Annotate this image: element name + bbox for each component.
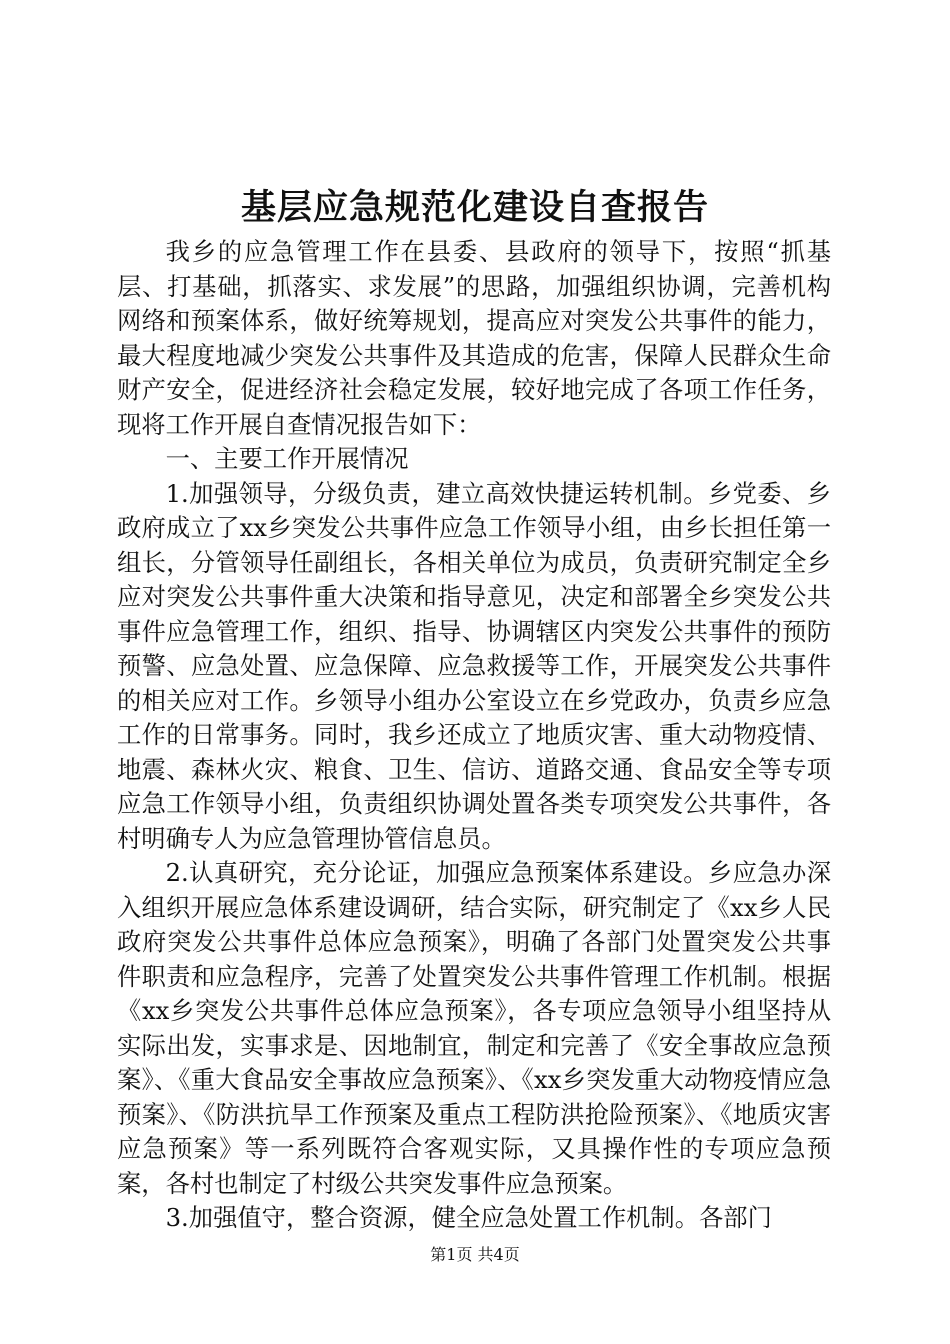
section-heading: 一、主要工作开展情况 [165, 444, 409, 473]
intro-paragraph: 我乡的应急管理工作在县委、县政府的领导下，按照“抓基层、打基础，抓落实、求发展”的思路，加强组织协调，完善机构网络和预案体系，做好统筹规划，提高应对突发公共事件的能力，最大程度地减少突发公共事件及其造成的危害，保障人民群众生命财产安全，促进经济社会稳定发展，较好地完成了各项工作任务，现将工作开展自查情况报告如下： [117, 237, 831, 439]
paragraph-item-3: 3.加强值守，整合资源，健全应急处置工作机制。各部门 [165, 1203, 772, 1232]
document-body [117, 235, 831, 1236]
document-title: 基层应急规范化建设自查报告 [240, 187, 709, 228]
paragraph-item-2: 2.认真研究，充分论证，加强应急预案体系建设。乡应急办深入组织开展应急体系建设调研，结合实际，研究制定了《xx乡人民政府突发公共事件总体应急预案》，明确了各部门处置突发公共事件职责和应急程序，完善了处置突发公共事件管理工作机制。根据《xx乡突发公共事件总体应急预案》，各专项应急领导小组坚持从实际出发，实事求是、因地制宜，制定和完善了《安全事故应急预案》、《重大食品安全事故应急预案》、《xx乡突发重大动物疫情应急预案》、《防洪抗旱工作预案及重点工程防洪抢险预案》、《地质灾害应急预案》等一系列既符合客观实际，又具操作性的专项应急预案，各村也制定了村级公共突发事件应急预案。 [117, 858, 831, 1198]
paragraph-item-1: 1.加强领导，分级负责，建立高效快捷运转机制。乡党委、乡政府成立了xx乡突发公共事件应急工作领导小组，由乡长担任第一组长，分管领导任副组长，各相关单位为成员，负责研究制定全乡应对突发公共事件重大决策和指导意见，决定和部署全乡突发公共事件应急管理工作，组织、指导、协调辖区内突发公共事件的预防预警、应急处置、应急保障、应急救援等工作，开展突发公共事件的相关应对工作。乡领导小组办公室设立在乡党政办，负责乡应急工作的日常事务。同时，我乡还成立了地质灾害、重大动物疫情、地震、森林火灾、粮食、卫生、信访、道路交通、食品安全等专项应急工作领导小组，负责组织协调处置各类专项突发公共事件，各村明确专人为应急管理协管信息员。 [117, 478, 831, 853]
page-number-footer: 第1页 共4页 [430, 1245, 520, 1264]
